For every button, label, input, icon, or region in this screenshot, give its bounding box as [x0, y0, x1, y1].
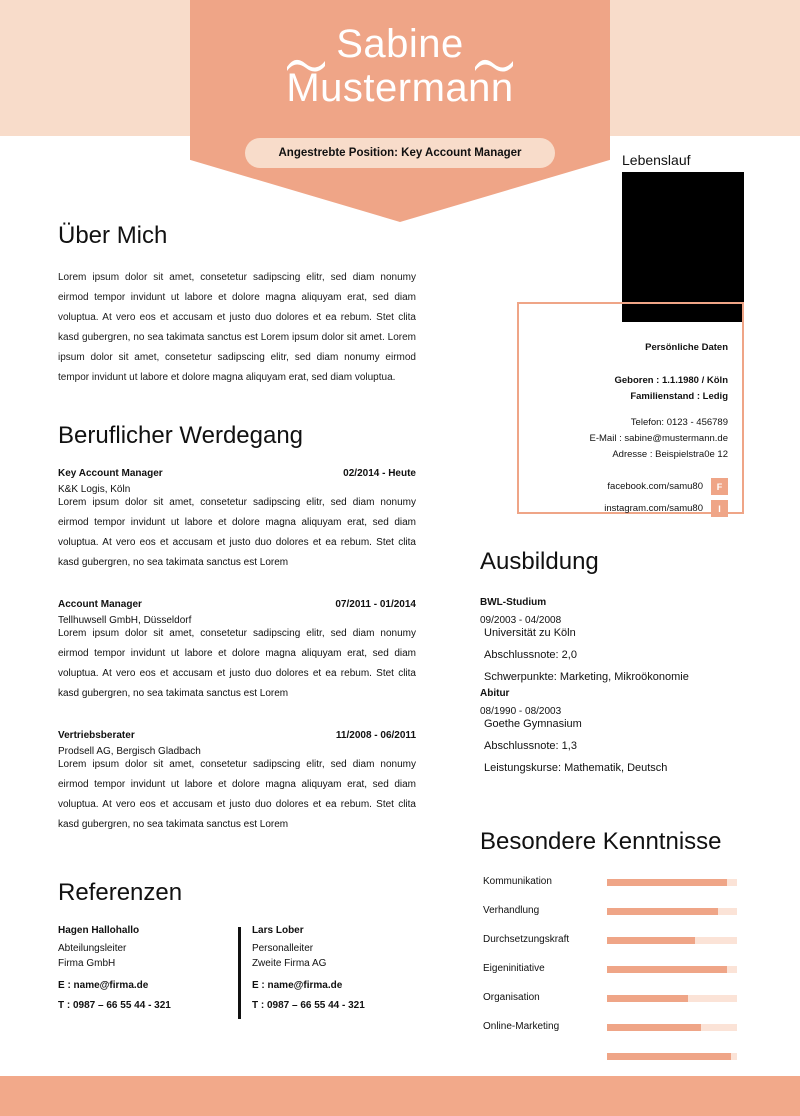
reference-phone: T : 0987 – 66 55 44 - 321 [251, 1000, 365, 1011]
skill-label: Verhandlung [483, 905, 540, 916]
job-dates: 02/2014 - Heute [343, 468, 416, 479]
position-pill: Angestrebte Position: Key Account Manager [245, 138, 555, 168]
reference-company: Firma GmbH [58, 958, 116, 969]
personal-data-title: Persönliche Daten [645, 342, 728, 353]
skill-bar-track [607, 995, 737, 1002]
cv-label: Lebenslauf [622, 152, 691, 168]
education-line: Leistungskurse: Mathematik, Deutsch [484, 762, 668, 774]
experience-item [58, 599, 416, 704]
job-role: Vertriebsberater [58, 730, 135, 741]
footer-bar [0, 1076, 800, 1116]
first-name: Sabine [336, 22, 464, 66]
about-text: Lorem ipsum dolor sit amet, consetetur sadipscing elitr, sed diam nonumy eirmod tempor invidunt ut labore et dolore magna aliquyam erat, sed diam voluptua. At vero eos et accusam et justo duo dolores et ea rebum. Stet clita kasd gubergren, no sea takimata sanctus est Lorem ipsum dolor sit amet. Lorem ipsum dolor sit amet, consetetur sadipscing elitr, sed diam nonumy eirmod tempor invidunt ut labore et dolore magna aliquyam erat, sed diam voluptua. [58, 272, 416, 383]
job-company: K&K Logis, Köln [58, 484, 131, 495]
skill-rows [480, 874, 780, 1094]
education-section [480, 548, 770, 785]
reference-phone: T : 0987 – 66 55 44 - 321 [58, 1000, 171, 1011]
reference-company: Zweite Firma AG [251, 958, 327, 969]
skill-bar-track [607, 908, 737, 915]
education-line: Universität zu Köln [484, 627, 576, 639]
reference-role: Personalleiter [251, 943, 314, 954]
skill-bar-fill [607, 1053, 731, 1060]
skills-section [480, 828, 780, 1094]
reference-email: E : name@firma.de [251, 980, 343, 991]
facebook-handle[interactable]: facebook.com/samu80 [607, 481, 703, 492]
job-dates: 07/2011 - 01/2014 [335, 599, 416, 610]
squiggle-icon [474, 38, 514, 54]
personal-born: Geboren : 1.1.1980 / Köln [614, 375, 728, 386]
experience-item [58, 468, 416, 573]
reference-email: E : name@firma.de [58, 980, 149, 991]
instagram-icon[interactable]: I [711, 500, 728, 517]
job-company: Tellhuwsell GmbH, Düsseldorf [58, 615, 192, 626]
skill-bar-fill [607, 966, 727, 973]
reference-name: Hagen Hallohallo [58, 925, 140, 936]
skill-bar-track [607, 1053, 737, 1060]
skill-bar-fill [607, 908, 718, 915]
education-line: Schwerpunkte: Marketing, Mikroökonomie [484, 671, 689, 683]
skill-bar-track [607, 879, 737, 886]
personal-data-box [517, 302, 744, 514]
skill-label: Online-Marketing [483, 1021, 560, 1032]
education-dates: 08/1990 - 08/2003 [480, 706, 562, 717]
skill-bar-fill [607, 995, 688, 1002]
photo-placeholder [622, 172, 744, 322]
instagram-row[interactable] [519, 500, 728, 517]
experience-title: Beruflicher Werdegang [58, 422, 304, 449]
job-description: Lorem ipsum dolor sit amet, consetetur sadipscing elitr, sed diam nonumy eirmod tempor invidunt ut labore et dolore magna aliquyam erat, sed diam voluptua. At vero eos et accusam et justo duo dolores et ea rebum. Stet clita kasd gubergren, no sea takimata sanctus est Lorem [58, 759, 416, 830]
personal-phone: Telefon: 0123 - 456789 [630, 417, 728, 428]
reference-role: Abteilungsleiter [58, 943, 127, 954]
left-column [58, 222, 416, 1016]
education-title: Ausbildung [480, 548, 599, 575]
reference-item [237, 925, 416, 1016]
education-line: Abschlussnote: 2,0 [484, 649, 577, 661]
job-role: Account Manager [58, 599, 142, 610]
education-item [480, 685, 770, 779]
last-name: Mustermann [286, 66, 514, 110]
education-dates: 09/2003 - 04/2008 [480, 615, 562, 626]
about-section [58, 222, 416, 388]
education-degree: Abitur [480, 688, 510, 699]
personal-marital: Familienstand : Ledig [630, 391, 728, 402]
skill-bar-track [607, 1024, 737, 1031]
skill-bar-track [607, 966, 737, 973]
skill-bar-fill [607, 879, 727, 886]
skill-label: Durchsetzungskraft [483, 934, 570, 945]
references-section [58, 879, 416, 1016]
skills-title: Besondere Kenntnisse [480, 828, 722, 855]
references-title: Referenzen [58, 879, 183, 906]
education-line: Abschlussnote: 1,3 [484, 740, 577, 752]
job-company: Prodsell AG, Bergisch Gladbach [58, 746, 201, 757]
skill-label: Organisation [483, 992, 540, 1003]
facebook-icon[interactable]: F [711, 478, 728, 495]
reference-name: Lars Lober [251, 925, 304, 936]
skill-bar-track [607, 937, 737, 944]
education-degree: BWL-Studium [480, 597, 547, 608]
references-divider [238, 927, 241, 1019]
experience-section [58, 422, 416, 835]
job-description: Lorem ipsum dolor sit amet, consetetur sadipscing elitr, sed diam nonumy eirmod tempor invidunt ut labore et dolore magna aliquyam erat, sed diam voluptua. At vero eos et accusam et justo duo dolores et ea rebum. Stet clita kasd gubergren, no sea takimata sanctus est Lorem [58, 628, 416, 699]
experience-item [58, 730, 416, 835]
education-item [480, 594, 770, 683]
education-line: Goethe Gymnasium [484, 718, 582, 730]
instagram-handle[interactable]: instagram.com/samu80 [604, 503, 703, 514]
job-role: Key Account Manager [58, 468, 163, 479]
skill-bar-fill [607, 937, 695, 944]
job-dates: 11/2008 - 06/2011 [335, 730, 416, 741]
skill-label: Kommunikation [483, 876, 552, 887]
about-title: Über Mich [58, 222, 168, 249]
facebook-row[interactable] [519, 478, 728, 495]
reference-item [58, 925, 237, 1016]
personal-address: Adresse : Beispielstra0e 12 [612, 449, 728, 460]
candidate-name [190, 22, 610, 110]
skill-bar-fill [607, 1024, 701, 1031]
personal-email: E-Mail : sabine@mustermann.de [589, 433, 728, 444]
skill-label: Eigeninitiative [483, 963, 545, 974]
squiggle-icon [286, 38, 326, 54]
job-description: Lorem ipsum dolor sit amet, consetetur sadipscing elitr, sed diam nonumy eirmod tempor invidunt ut labore et dolore magna aliquyam erat, sed diam voluptua. At vero eos et accusam et justo duo dolores et ea rebum. Stet clita kasd gubergren, no sea takimata sanctus est Lorem [58, 497, 416, 568]
